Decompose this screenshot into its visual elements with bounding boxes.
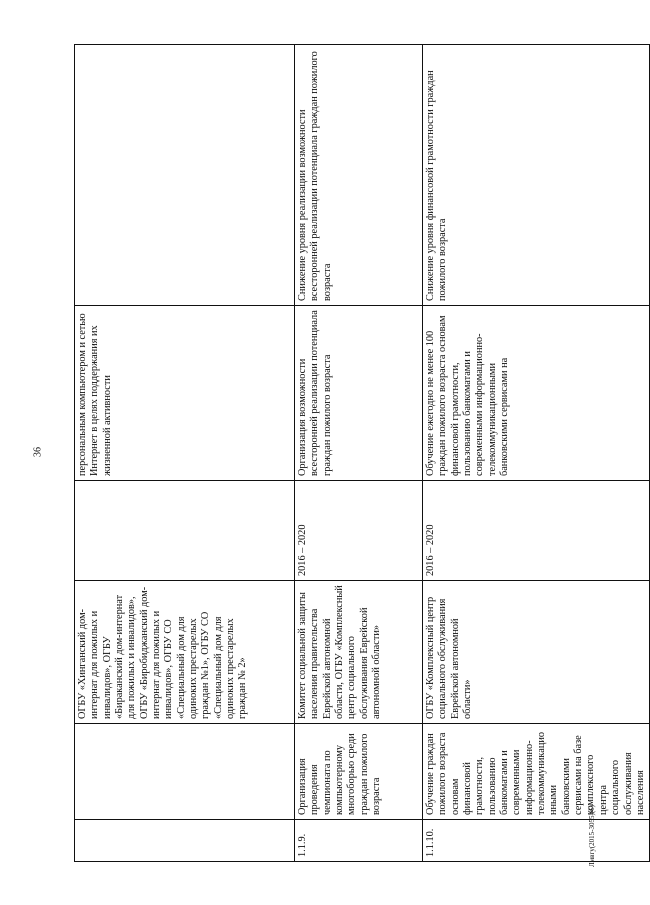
page-number: 36 — [32, 447, 44, 457]
table-row-1-1-10 — [423, 45, 650, 862]
cell-executor: ОГБУ «Комплексный центр социального обслуживания Еврейской автономной области» — [423, 581, 650, 724]
cell-result: Обучение ежегодно не менее 100 граждан пожилого возраста основам финансовой грамотности, пользованию банкоматами и современными информационно-телекоммуникационными банковскими сервисами на — [423, 306, 650, 481]
cell-event: Обучение граждан пожилого возраста основам финансовой грамотности, пользованию банкоматами и современными информационно-телекоммуникационными банковскими сервисами на базе комплексного центра социального обслуживания населения — [423, 724, 650, 820]
cell-result: Организация возможности всесторонней реализации потенциала граждан пожилого возраста — [295, 306, 423, 481]
cell-risk: Снижение уровня реализации возможности всесторонней реализации потенциала граждан пожилого возраста — [295, 45, 423, 306]
cell-risk: Снижение уровня финансовой грамотности граждан пожилого возраста — [423, 45, 650, 306]
table-row-continuation — [75, 45, 295, 862]
program-events-table — [74, 44, 650, 862]
cell-event — [75, 724, 295, 820]
cell-risk — [75, 45, 295, 306]
cell-result: персональным компьютером и сетью Интернет в целях поддержания их жизненной активности — [75, 306, 295, 481]
cell-executor: Комитет социальной защиты населения правительства Еврейской автономной области, ОГБУ «Комплексный центр социального обслуживания Еврейской автономной области» — [295, 581, 423, 724]
cell-number: 1.1.9. — [295, 820, 423, 862]
cell-term: 2016 – 2020 — [423, 481, 650, 581]
cell-event: Организация проведения чемпионата по компьютерному многоборью среди граждан пожилого возраста — [295, 724, 423, 820]
cell-number — [75, 820, 295, 862]
cell-number: 1.1.10. — [423, 820, 650, 862]
cell-term: 2016 – 2020 — [295, 481, 423, 581]
table-row-1-1-9 — [295, 45, 423, 862]
document-code: Лмвгу(2015-3055)(6) — [588, 804, 596, 868]
cell-term — [75, 481, 295, 581]
cell-executor: ОГБУ «Хинганский дом-интернат для пожилых и инвалидов», ОГБУ «Бираканский дом-интернат для пожилых и инвалидов», ОГБУ «Биробиджанский дом-интернат для пожилых и инвалидов», ОГБУ СО «Специальный дом для одиноких престарелых граждан №1», ОГБУ СО «Специальный дом для одиноких престарелых граждан № 2» — [75, 581, 295, 724]
